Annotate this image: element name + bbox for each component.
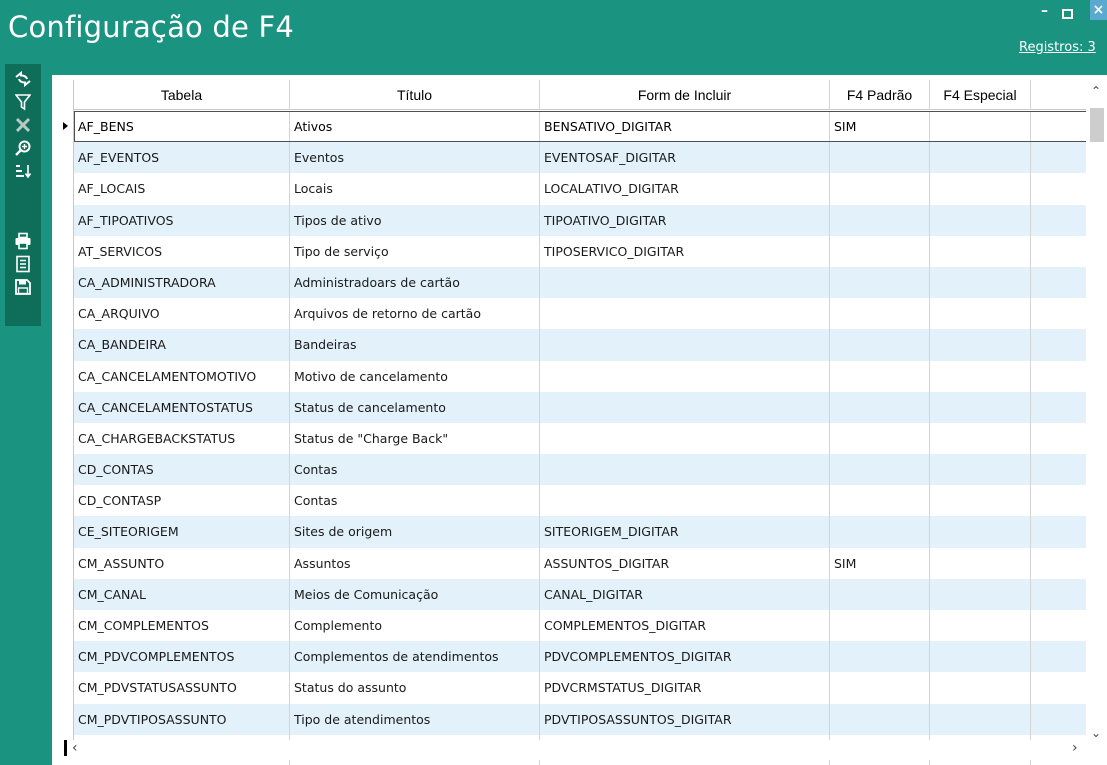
- table-cell-filler: [1031, 454, 1092, 485]
- maximize-button[interactable]: [1062, 9, 1073, 19]
- table-cell[interactable]: [930, 173, 1031, 204]
- table-cell-filler: [1031, 173, 1092, 204]
- table-cell[interactable]: PDVTIPOSASSUNTOS_DIGITAR: [540, 704, 830, 735]
- table-cell[interactable]: Contas: [290, 485, 540, 516]
- table-cell[interactable]: [540, 267, 830, 298]
- vertical-scroll-thumb[interactable]: [1090, 108, 1104, 142]
- table-cell[interactable]: AF_LOCAIS: [74, 173, 290, 204]
- table-cell[interactable]: [930, 205, 1031, 236]
- sort-icon: [14, 163, 32, 179]
- table-row[interactable]: [74, 672, 1092, 703]
- column-header-f4-padrao[interactable]: F4 Padrão: [830, 80, 930, 110]
- table-cell[interactable]: [930, 579, 1031, 610]
- table-cell[interactable]: [830, 329, 930, 360]
- table-cell[interactable]: BENSATIVO_DIGITAR: [540, 111, 830, 142]
- table-cell[interactable]: EVENTOSAF_DIGITAR: [540, 142, 830, 173]
- scroll-down-icon[interactable]: ⌄: [1091, 726, 1102, 740]
- table-cell[interactable]: [830, 610, 930, 641]
- table-cell[interactable]: [830, 392, 930, 423]
- table-cell[interactable]: [830, 267, 930, 298]
- table-cell[interactable]: [930, 111, 1031, 142]
- table-cell[interactable]: COMPLEMENTOS_DIGITAR: [540, 610, 830, 641]
- table-cell[interactable]: CA_BANDEIRA: [74, 329, 290, 360]
- grid-header: [74, 80, 1092, 110]
- save-button[interactable]: [5, 276, 41, 298]
- table-cell-filler: [1031, 610, 1092, 641]
- table-cell[interactable]: [830, 641, 930, 672]
- print-button[interactable]: [5, 230, 41, 252]
- table-cell[interactable]: [930, 672, 1031, 703]
- table-cell[interactable]: CA_CHARGEBACKSTATUS: [74, 423, 290, 454]
- table-row[interactable]: [74, 548, 1092, 579]
- table-cell[interactable]: Sites de origem: [290, 516, 540, 547]
- table-cell[interactable]: [930, 454, 1031, 485]
- clear-filter-icon: [15, 117, 31, 133]
- table-row[interactable]: [74, 205, 1092, 236]
- table-cell[interactable]: [830, 516, 930, 547]
- table-row[interactable]: [74, 516, 1092, 547]
- search-button[interactable]: [5, 137, 41, 159]
- table-cell[interactable]: CA_ARQUIVO: [74, 298, 290, 329]
- table-cell-filler: [1031, 548, 1092, 579]
- table-cell[interactable]: [830, 579, 930, 610]
- column-header-tabela[interactable]: Tabela: [74, 80, 290, 110]
- table-cell[interactable]: SITEORIGEM_DIGITAR: [540, 516, 830, 547]
- table-cell[interactable]: CA_ADMINISTRADORA: [74, 267, 290, 298]
- table-cell[interactable]: CD_CONTAS: [74, 454, 290, 485]
- table-cell[interactable]: [830, 361, 930, 392]
- search-icon: [14, 139, 32, 157]
- table-cell-filler: [1031, 329, 1092, 360]
- column-header-filler: [1031, 80, 1092, 110]
- table-cell-filler: [1031, 361, 1092, 392]
- table-cell[interactable]: CM_PDVTIPOSASSUNTO: [74, 704, 290, 735]
- table-cell[interactable]: CM_PDVCOMPLEMENTOS: [74, 641, 290, 672]
- table-row[interactable]: [74, 236, 1092, 267]
- horizontal-scrollbar[interactable]: [64, 740, 1089, 760]
- table-cell[interactable]: [540, 361, 830, 392]
- table-cell[interactable]: [540, 329, 830, 360]
- table-cell[interactable]: [540, 298, 830, 329]
- table-row[interactable]: [74, 423, 1092, 454]
- table-cell[interactable]: [930, 516, 1031, 547]
- table-cell[interactable]: [930, 236, 1031, 267]
- table-cell[interactable]: ASSUNTOS_DIGITAR: [540, 548, 830, 579]
- table-cell[interactable]: [830, 236, 930, 267]
- table-cell[interactable]: [830, 485, 930, 516]
- table-cell[interactable]: [930, 610, 1031, 641]
- table-cell[interactable]: [830, 704, 930, 735]
- table-cell[interactable]: [930, 423, 1031, 454]
- sort-button[interactable]: [5, 160, 41, 182]
- table-row[interactable]: [74, 173, 1092, 204]
- column-header-form-incluir[interactable]: Form de Incluir: [540, 80, 830, 110]
- table-cell-filler: [1031, 704, 1092, 735]
- table-cell[interactable]: [830, 173, 930, 204]
- table-row[interactable]: [74, 610, 1092, 641]
- table-cell[interactable]: Administradoars de cartão: [290, 267, 540, 298]
- data-grid: [52, 75, 1107, 765]
- table-cell[interactable]: [930, 704, 1031, 735]
- table-cell[interactable]: [930, 267, 1031, 298]
- table-row[interactable]: [74, 641, 1092, 672]
- table-cell[interactable]: [930, 392, 1031, 423]
- table-cell[interactable]: CE_SITEORIGEM: [74, 516, 290, 547]
- table-cell[interactable]: [830, 205, 930, 236]
- table-row[interactable]: [74, 485, 1092, 516]
- table-cell[interactable]: [930, 142, 1031, 173]
- table-cell[interactable]: Ativos: [290, 111, 540, 142]
- table-cell[interactable]: CANAL_DIGITAR: [540, 579, 830, 610]
- table-cell[interactable]: [830, 298, 930, 329]
- table-cell[interactable]: CA_CANCELAMENTOSTATUS: [74, 392, 290, 423]
- table-cell[interactable]: PDVCOMPLEMENTOS_DIGITAR: [540, 641, 830, 672]
- table-cell[interactable]: AF_BENS: [74, 111, 290, 142]
- table-cell-filler: [1031, 392, 1092, 423]
- table-row[interactable]: [74, 298, 1092, 329]
- table-cell[interactable]: SIM: [830, 548, 930, 579]
- table-cell[interactable]: Eventos: [290, 142, 540, 173]
- print-icon: [14, 232, 32, 250]
- vertical-scrollbar[interactable]: [1086, 80, 1107, 745]
- column-header-titulo[interactable]: Título: [290, 80, 540, 110]
- table-cell-filler: [1031, 579, 1092, 610]
- table-cell-filler: [1031, 641, 1092, 672]
- current-row-pointer-icon: [63, 122, 68, 130]
- table-cell[interactable]: SIM: [830, 111, 930, 142]
- table-cell[interactable]: Contas: [290, 454, 540, 485]
- row-indicator-column: [60, 80, 74, 740]
- table-cell[interactable]: AT_SERVICOS: [74, 236, 290, 267]
- table-row[interactable]: [74, 111, 1092, 142]
- table-cell[interactable]: [830, 423, 930, 454]
- table-cell[interactable]: PDVCRMSTATUS_DIGITAR: [540, 672, 830, 703]
- table-cell-filler: [1031, 142, 1092, 173]
- grid-rows: [74, 111, 1092, 765]
- table-cell[interactable]: Complemento: [290, 610, 540, 641]
- table-row[interactable]: [74, 579, 1092, 610]
- horizontal-scroll-marker: [64, 740, 67, 756]
- table-cell-filler: [1031, 267, 1092, 298]
- table-cell[interactable]: CA_CANCELAMENTOMOTIVO: [74, 361, 290, 392]
- table-cell[interactable]: Assuntos: [290, 548, 540, 579]
- refresh-icon: [14, 70, 32, 88]
- table-cell-filler: [1031, 485, 1092, 516]
- table-cell-filler: [1031, 423, 1092, 454]
- table-row[interactable]: [74, 454, 1092, 485]
- table-row[interactable]: [74, 704, 1092, 735]
- table-cell[interactable]: [540, 485, 830, 516]
- table-cell[interactable]: AF_EVENTOS: [74, 142, 290, 173]
- table-cell-filler: [1031, 516, 1092, 547]
- table-cell-filler: [1031, 111, 1092, 142]
- table-cell[interactable]: Motivo de cancelamento: [290, 361, 540, 392]
- table-cell[interactable]: CM_ASSUNTO: [74, 548, 290, 579]
- table-cell[interactable]: CM_PDVSTATUSASSUNTO: [74, 672, 290, 703]
- table-cell[interactable]: [930, 298, 1031, 329]
- table-cell[interactable]: Locais: [290, 173, 540, 204]
- table-cell[interactable]: Tipo de serviço: [290, 236, 540, 267]
- table-row[interactable]: [74, 361, 1092, 392]
- table-cell[interactable]: TIPOATIVO_DIGITAR: [540, 205, 830, 236]
- table-cell[interactable]: [830, 672, 930, 703]
- table-cell[interactable]: [930, 361, 1031, 392]
- table-cell[interactable]: Meios de Comunicação: [290, 579, 540, 610]
- filter-icon: [15, 93, 31, 111]
- table-cell[interactable]: CM_COMPLEMENTOS: [74, 610, 290, 641]
- filter-button[interactable]: [5, 91, 41, 113]
- table-cell[interactable]: [540, 423, 830, 454]
- table-cell-filler: [1031, 672, 1092, 703]
- side-toolbar: [5, 64, 41, 326]
- table-cell[interactable]: AF_TIPOATIVOS: [74, 205, 290, 236]
- table-cell[interactable]: [930, 548, 1031, 579]
- table-cell[interactable]: [930, 485, 1031, 516]
- table-cell[interactable]: LOCALATIVO_DIGITAR: [540, 173, 830, 204]
- table-cell[interactable]: Status do assunto: [290, 672, 540, 703]
- table-row[interactable]: [74, 142, 1092, 173]
- scroll-right-icon[interactable]: ›: [1072, 740, 1078, 756]
- title-bar: [0, 0, 1107, 62]
- table-cell[interactable]: [540, 454, 830, 485]
- table-cell[interactable]: Tipos de ativo: [290, 205, 540, 236]
- table-row[interactable]: [74, 329, 1092, 360]
- minimize-button[interactable]: –: [1041, 3, 1048, 19]
- table-cell[interactable]: TIPOSERVICO_DIGITAR: [540, 236, 830, 267]
- table-cell[interactable]: CD_CONTASP: [74, 485, 290, 516]
- close-button[interactable]: ×: [1090, 0, 1107, 20]
- column-header-f4-especial[interactable]: F4 Especial: [930, 80, 1031, 110]
- table-cell[interactable]: [830, 142, 930, 173]
- table-cell[interactable]: Bandeiras: [290, 329, 540, 360]
- table-cell[interactable]: Complementos de atendimentos: [290, 641, 540, 672]
- records-count-link[interactable]: Registros: 3: [1019, 40, 1096, 55]
- window-title: Configuração de F4: [8, 10, 294, 44]
- scroll-up-icon[interactable]: ⌃: [1091, 84, 1102, 98]
- save-icon: [14, 278, 32, 296]
- report-icon: [15, 255, 31, 273]
- table-cell-filler: [1031, 205, 1092, 236]
- table-cell[interactable]: CM_CANAL: [74, 579, 290, 610]
- clear-filter-button[interactable]: [5, 114, 41, 136]
- table-row[interactable]: [74, 392, 1092, 423]
- table-cell[interactable]: Tipo de atendimentos: [290, 704, 540, 735]
- table-cell[interactable]: [540, 392, 830, 423]
- table-cell[interactable]: [930, 641, 1031, 672]
- table-cell[interactable]: Status de "Charge Back": [290, 423, 540, 454]
- table-cell-filler: [1031, 236, 1092, 267]
- table-row[interactable]: [74, 267, 1092, 298]
- table-cell[interactable]: [930, 329, 1031, 360]
- report-button[interactable]: [5, 253, 41, 275]
- table-cell[interactable]: Arquivos de retorno de cartão: [290, 298, 540, 329]
- table-cell-filler: [1031, 298, 1092, 329]
- scroll-left-icon[interactable]: ‹: [72, 740, 78, 756]
- table-cell[interactable]: Status de cancelamento: [290, 392, 540, 423]
- refresh-button[interactable]: [5, 68, 41, 90]
- table-cell[interactable]: [830, 454, 930, 485]
